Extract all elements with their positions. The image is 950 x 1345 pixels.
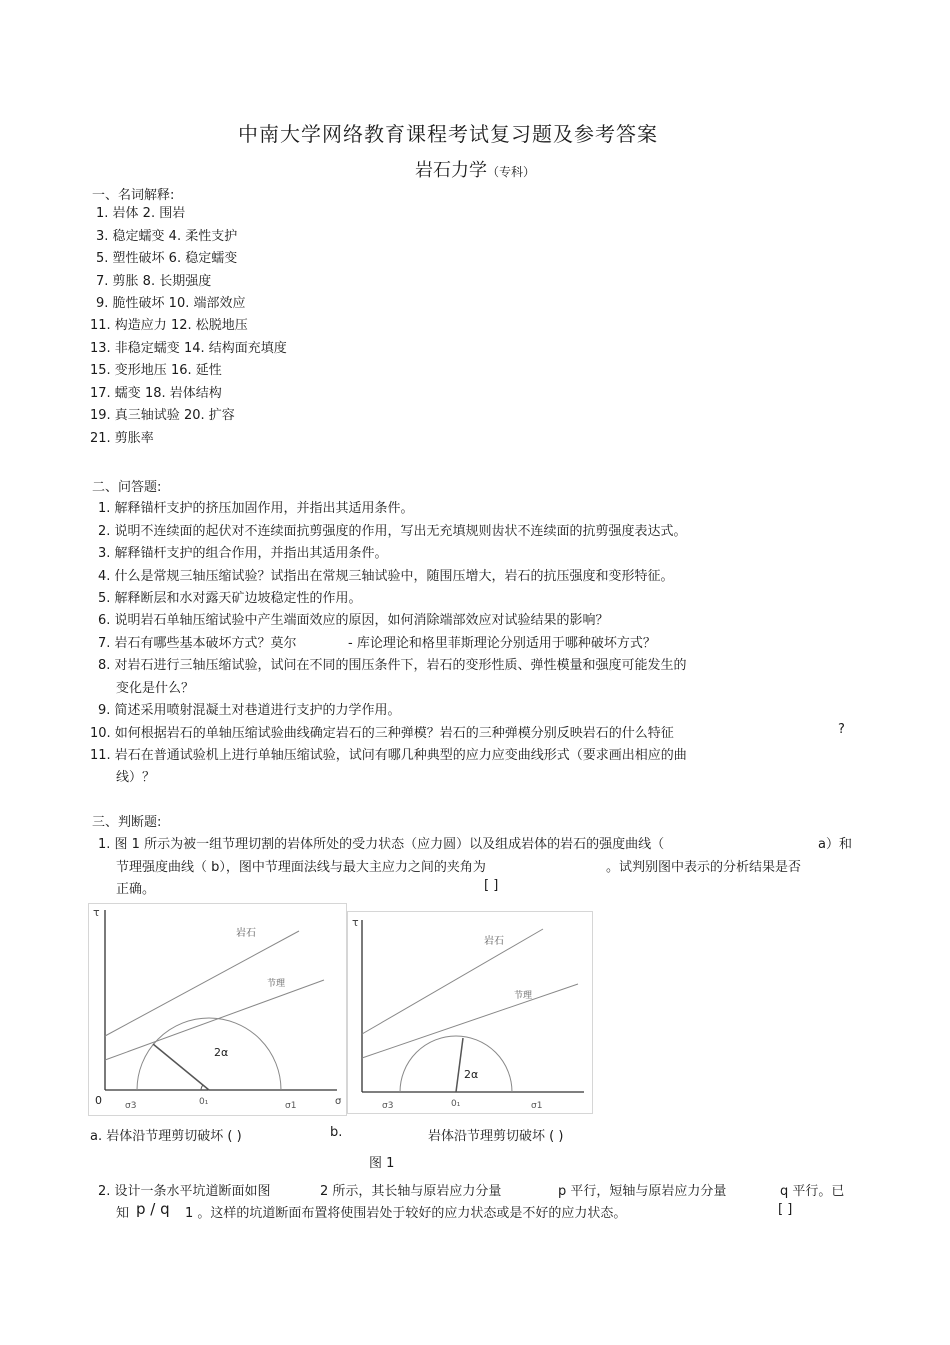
mohr-circle [137, 1018, 281, 1090]
angle-label: 2α [214, 1046, 229, 1059]
answer-bracket: [ ] [484, 878, 499, 893]
sigma3-label: σ3 [125, 1101, 137, 1111]
mohr-circle [400, 1036, 512, 1092]
rock-label: 岩石 [236, 928, 256, 939]
question-3: 3. 解释锚杆支护的组合作用，并指出其适用条件。 [98, 546, 388, 561]
sigma3-label: σ3 [382, 1101, 394, 1111]
judgment-2-ratio: p / q [136, 1200, 170, 1218]
judgment-2-line1b: 2 所示，其长轴与原岩应力分量 [320, 1184, 502, 1199]
term-line: 5. 塑性破坏 6. 稳定蠕变 [96, 251, 238, 266]
figure-a-diagram [89, 904, 346, 1115]
sigma1-label: σ1 [285, 1101, 297, 1111]
caption-b: 岩体沿节理剪切破坏 ( ) [428, 1129, 564, 1144]
question-8-part1: 8. 对岩石进行三轴压缩试验，试问在不同的围压条件下，岩石的变形性质、弹性模量和强度可能发生的 [98, 658, 687, 673]
figure-1-caption: 图 1 [369, 1156, 395, 1171]
term-line: 13. 非稳定蠕变 14. 结构面充填度 [90, 341, 287, 356]
joint-strength-line [362, 984, 578, 1058]
judgment-1-line3: 正确。 [116, 882, 156, 897]
question-5: 5. 解释断层和水对露天矿边坡稳定性的作用。 [98, 591, 362, 606]
term-line: 21. 剪胀率 [90, 431, 154, 446]
judgment-2-line2a: 知 [116, 1206, 130, 1221]
judgment-2-line1a: 2. 设计一条水平坑道断面如图 [98, 1184, 271, 1199]
question-1: 1. 解释锚杆支护的挤压加固作用，并指出其适用条件。 [98, 501, 414, 516]
judgment-1-line2b: 。试判别图中表示的分析结果是否 [606, 860, 802, 875]
answer-bracket: [ ] [778, 1202, 793, 1217]
subtitle-text: 岩石力学 [414, 160, 487, 181]
tau-label: τ [93, 906, 100, 919]
rock-label: 岩石 [484, 936, 504, 947]
center-label: 0₁ [199, 1097, 209, 1107]
subtitle-note: （专科） [486, 165, 535, 179]
term-line: 1. 岩体 2. 围岩 [96, 206, 186, 221]
caption-b-label: b. [330, 1125, 343, 1140]
judgment-1-line1b: a）和 [818, 837, 852, 852]
judgment-1-line2a: 节理强度曲线（ b），图中节理面法线与最大主应力之间的夹角为 [116, 860, 486, 875]
term-line: 11. 构造应力 12. 松脱地压 [90, 318, 248, 333]
origin-label: 0 [95, 1094, 102, 1107]
question-10-part2: ? [838, 722, 845, 737]
judgment-2-line2c: 1 。这样的坑道断面布置将使围岩处于较好的应力状态或是不好的应力状态。 [185, 1206, 627, 1221]
term-line: 9. 脆性破坏 10. 端部效应 [96, 296, 246, 311]
question-4: 4. 什么是常规三轴压缩试验？试指出在常规三轴试验中，随围压增大，岩石的抗压强度和变形特征。 [98, 569, 674, 584]
figure-a [88, 903, 347, 1116]
document-title: 中南大学网络教育课程考试复习题及参考答案 [238, 122, 658, 146]
question-6: 6. 说明岩石单轴压缩试验中产生端面效应的原因，如何消除端部效应对试验结果的影响？ [98, 613, 609, 628]
rock-strength-line [362, 929, 543, 1034]
judgment-2-line1c: p 平行，短轴与原岩应力分量 [558, 1184, 727, 1199]
question-2: 2. 说明不连续面的起伏对不连续面抗剪强度的作用，写出无充填规则齿状不连续面的抗剪强度表达式。 [98, 524, 687, 539]
sigma1-label: σ1 [531, 1101, 543, 1111]
center-label: 0₁ [451, 1099, 461, 1109]
question-7-part2: - 库论理论和格里菲斯理论分别适用于哪种破坏方式？ [348, 636, 656, 651]
question-8-part2: 变化是什么？ [116, 681, 195, 696]
term-line: 17. 蠕变 18. 岩体结构 [90, 386, 222, 401]
question-11-part2: 线）？ [116, 770, 156, 785]
term-line: 3. 稳定蠕变 4. 柔性支护 [96, 229, 238, 244]
tau-label: τ [352, 916, 359, 929]
question-10-part1: 10. 如何根据岩石的单轴压缩试验曲线确定岩石的三种弹模？岩石的三种弹模分别反映岩石的什么特征 [90, 726, 674, 741]
term-line: 19. 真三轴试验 20. 扩容 [90, 408, 235, 423]
figure-b [347, 911, 593, 1114]
question-11-part1: 11. 岩石在普通试验机上进行单轴压缩试验，试问有哪几种典型的应力应变曲线形式（要求画出相应的曲 [90, 748, 687, 763]
question-7-part1: 7. 岩石有哪些基本破坏方式？莫尔 [98, 636, 297, 651]
sigma-label: σ [335, 1096, 342, 1107]
judgment-1-line1a: 1. 图 1 所示为被一组节理切割的岩体所处的受力状态（应力圆）以及组成岩体的岩石的强度曲线（ [98, 837, 665, 852]
document-subtitle [0, 156, 950, 182]
section-2-heading: 二、问答题: [92, 480, 162, 495]
caption-a: a. 岩体沿节理剪切破坏 ( ) [90, 1129, 242, 1144]
figure-b-diagram [348, 912, 592, 1113]
term-line: 7. 剪胀 8. 长期强度 [96, 274, 212, 289]
angle-label: 2α [464, 1068, 479, 1081]
section-3-heading: 三、判断题: [92, 815, 162, 830]
joint-label: 节理 [514, 991, 533, 1001]
question-9: 9. 简述采用喷射混凝土对巷道进行支护的力学作用。 [98, 703, 401, 718]
section-1-heading: 一、名词解释: [92, 188, 175, 203]
term-line: 15. 变形地压 16. 延性 [90, 363, 222, 378]
judgment-2-line1d: q 平行。已 [780, 1184, 845, 1199]
joint-label: 节理 [267, 979, 286, 989]
radius-line [153, 1044, 209, 1090]
angle-arc [201, 1085, 203, 1090]
radius-line [456, 1038, 463, 1092]
